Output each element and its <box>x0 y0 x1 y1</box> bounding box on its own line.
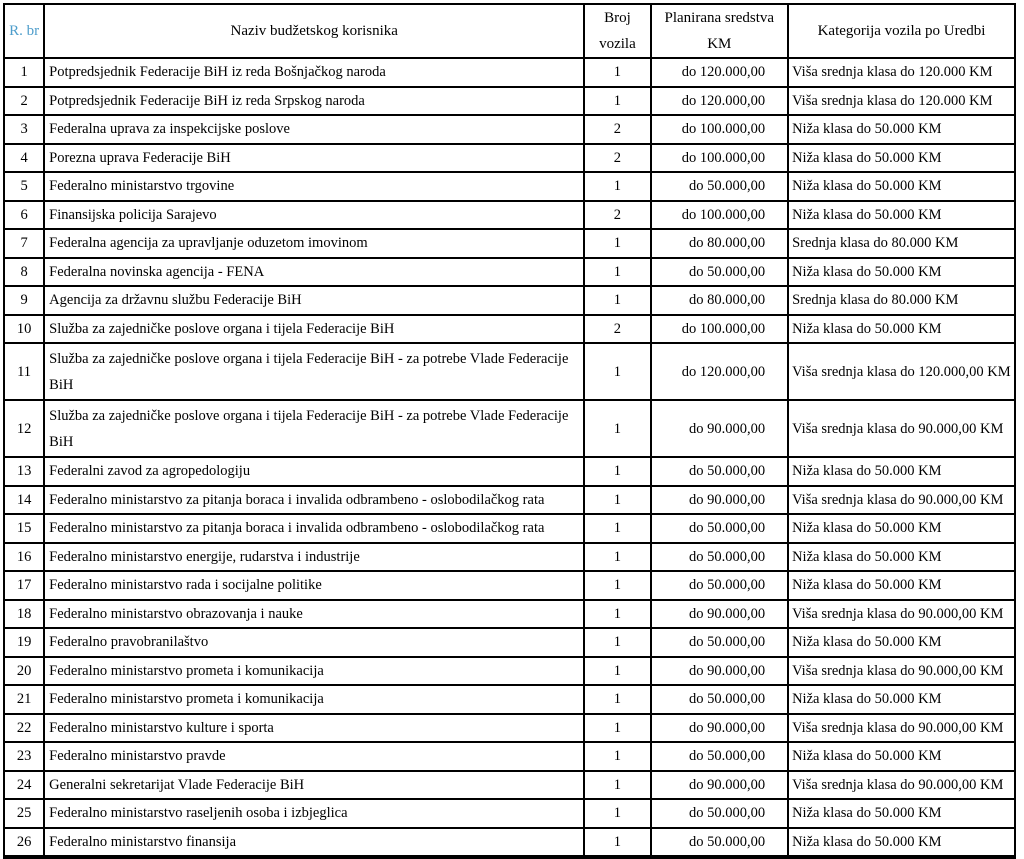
vehicle-count-cell: 1 <box>584 486 650 515</box>
planned-funds-cell: do 50.000,00 <box>651 543 789 572</box>
header-row-number: R. br <box>4 4 44 58</box>
planned-funds-cell: do 90.000,00 <box>651 486 789 515</box>
vehicle-count-cell: 1 <box>584 771 650 800</box>
row-number-cell: 8 <box>4 258 44 287</box>
table-row <box>4 258 1015 287</box>
row-number-cell: 2 <box>4 87 44 116</box>
table-row <box>4 286 1015 315</box>
header-vehicle-count: Broj vozila <box>584 4 650 58</box>
budget-user-name-cell: Federalno ministarstvo energije, rudarstva i industrije <box>44 543 584 572</box>
table-row <box>4 799 1015 828</box>
budget-user-name-cell: Federalno ministarstvo kulture i sporta <box>44 714 584 743</box>
row-number-cell: 12 <box>4 400 44 457</box>
budget-user-name-cell: Potpredsjednik Federacije BiH iz reda Srpskog naroda <box>44 87 584 116</box>
vehicle-count-cell: 1 <box>584 343 650 400</box>
row-number-cell: 16 <box>4 543 44 572</box>
header-planned-funds: Planirana sredstva KM <box>651 4 789 58</box>
vehicle-category-cell: Viša srednja klasa do 90.000,00 KM <box>788 600 1015 629</box>
planned-funds-cell: do 90.000,00 <box>651 714 789 743</box>
table-row <box>4 58 1015 87</box>
vehicle-category-cell: Niža klasa do 50.000 KM <box>788 628 1015 657</box>
vehicle-category-cell: Niža klasa do 50.000 KM <box>788 742 1015 771</box>
vehicle-category-cell: Niža klasa do 50.000 KM <box>788 115 1015 144</box>
table-body <box>4 58 1015 857</box>
planned-funds-cell: do 120.000,00 <box>651 87 789 116</box>
row-number-cell: 1 <box>4 58 44 87</box>
vehicle-category-cell: Niža klasa do 50.000 KM <box>788 172 1015 201</box>
table-row <box>4 457 1015 486</box>
row-number-cell: 24 <box>4 771 44 800</box>
vehicle-count-cell: 1 <box>584 657 650 686</box>
budget-user-name-cell: Služba za zajedničke poslove organa i tijela Federacije BiH - za potrebe Vlade Federacije BiH <box>44 400 584 457</box>
table-row <box>4 828 1015 857</box>
table-row <box>4 144 1015 173</box>
row-number-cell: 19 <box>4 628 44 657</box>
budget-user-name-cell: Potpredsjednik Federacije BiH iz reda Bošnjačkog naroda <box>44 58 584 87</box>
vehicle-category-cell: Viša srednja klasa do 90.000,00 KM <box>788 771 1015 800</box>
vehicle-category-cell: Niža klasa do 50.000 KM <box>788 828 1015 857</box>
vehicle-count-cell: 1 <box>584 714 650 743</box>
planned-funds-cell: do 90.000,00 <box>651 771 789 800</box>
row-number-cell: 4 <box>4 144 44 173</box>
table-row <box>4 315 1015 344</box>
planned-funds-cell: do 90.000,00 <box>651 600 789 629</box>
table-row <box>4 486 1015 515</box>
budget-user-name-cell: Federalno pravobranilaštvo <box>44 628 584 657</box>
budget-user-name-cell: Služba za zajedničke poslove organa i tijela Federacije BiH - za potrebe Vlade Federacije BiH <box>44 343 584 400</box>
row-number-cell: 5 <box>4 172 44 201</box>
vehicle-count-cell: 2 <box>584 115 650 144</box>
row-number-cell: 22 <box>4 714 44 743</box>
vehicle-count-cell: 1 <box>584 400 650 457</box>
table-row <box>4 201 1015 230</box>
table-row <box>4 571 1015 600</box>
planned-funds-cell: do 120.000,00 <box>651 343 789 400</box>
vehicle-category-cell: Viša srednja klasa do 90.000,00 KM <box>788 714 1015 743</box>
vehicle-count-cell: 1 <box>584 600 650 629</box>
budget-user-name-cell: Federalno ministarstvo rada i socijalne politike <box>44 571 584 600</box>
vehicle-count-cell: 1 <box>584 828 650 857</box>
vehicle-category-cell: Niža klasa do 50.000 KM <box>788 799 1015 828</box>
planned-funds-cell: do 50.000,00 <box>651 172 789 201</box>
row-number-cell: 25 <box>4 799 44 828</box>
vehicle-category-cell: Niža klasa do 50.000 KM <box>788 457 1015 486</box>
vehicle-category-cell: Niža klasa do 50.000 KM <box>788 685 1015 714</box>
budget-user-name-cell: Finansijska policija Sarajevo <box>44 201 584 230</box>
vehicle-count-cell: 1 <box>584 87 650 116</box>
planned-funds-cell: do 50.000,00 <box>651 828 789 857</box>
row-number-cell: 9 <box>4 286 44 315</box>
budget-user-name-cell: Agencija za državnu službu Federacije BiH <box>44 286 584 315</box>
budget-user-name-cell: Generalni sekretarijat Vlade Federacije BiH <box>44 771 584 800</box>
vehicle-count-cell: 2 <box>584 315 650 344</box>
row-number-cell: 3 <box>4 115 44 144</box>
budget-user-name-cell: Federalni zavod za agropedologiju <box>44 457 584 486</box>
budget-user-name-cell: Federalno ministarstvo za pitanja boraca i invalida odbrambeno - oslobodilačkog rata <box>44 486 584 515</box>
planned-funds-cell: do 120.000,00 <box>651 58 789 87</box>
budget-user-name-cell: Federalno ministarstvo prometa i komunikacija <box>44 657 584 686</box>
planned-funds-cell: do 50.000,00 <box>651 514 789 543</box>
vehicle-category-cell: Viša srednja klasa do 90.000,00 KM <box>788 657 1015 686</box>
planned-funds-cell: do 90.000,00 <box>651 657 789 686</box>
row-number-cell: 13 <box>4 457 44 486</box>
table-row <box>4 172 1015 201</box>
vehicle-category-cell: Viša srednja klasa do 90.000,00 KM <box>788 486 1015 515</box>
vehicle-count-cell: 1 <box>584 742 650 771</box>
planned-funds-cell: do 100.000,00 <box>651 201 789 230</box>
vehicle-category-cell: Niža klasa do 50.000 KM <box>788 258 1015 287</box>
vehicle-category-cell: Niža klasa do 50.000 KM <box>788 514 1015 543</box>
vehicle-count-cell: 2 <box>584 144 650 173</box>
table-row <box>4 742 1015 771</box>
table-header-row <box>4 4 1015 58</box>
vehicle-count-cell: 1 <box>584 229 650 258</box>
row-number-cell: 26 <box>4 828 44 857</box>
header-budget-user-name: Naziv budžetskog korisnika <box>44 4 584 58</box>
table-row <box>4 229 1015 258</box>
table-row <box>4 685 1015 714</box>
budget-user-name-cell: Federalno ministarstvo prometa i komunikacija <box>44 685 584 714</box>
table-row <box>4 87 1015 116</box>
budget-user-name-cell: Federalno ministarstvo finansija <box>44 828 584 857</box>
planned-funds-cell: do 100.000,00 <box>651 315 789 344</box>
vehicle-category-cell: Niža klasa do 50.000 KM <box>788 201 1015 230</box>
planned-funds-cell: do 80.000,00 <box>651 229 789 258</box>
vehicle-count-cell: 1 <box>584 514 650 543</box>
planned-funds-cell: do 100.000,00 <box>651 115 789 144</box>
vehicle-category-cell: Niža klasa do 50.000 KM <box>788 543 1015 572</box>
planned-funds-cell: do 90.000,00 <box>651 400 789 457</box>
row-number-cell: 11 <box>4 343 44 400</box>
vehicle-count-cell: 1 <box>584 457 650 486</box>
vehicle-category-cell: Niža klasa do 50.000 KM <box>788 315 1015 344</box>
vehicle-count-cell: 1 <box>584 799 650 828</box>
vehicle-count-cell: 1 <box>584 685 650 714</box>
planned-funds-cell: do 50.000,00 <box>651 799 789 828</box>
planned-funds-cell: do 50.000,00 <box>651 628 789 657</box>
vehicle-category-cell: Srednja klasa do 80.000 KM <box>788 229 1015 258</box>
budget-user-name-cell: Federalno ministarstvo za pitanja boraca i invalida odbrambeno - oslobodilačkog rata <box>44 514 584 543</box>
table-row <box>4 657 1015 686</box>
vehicle-category-cell: Niža klasa do 50.000 KM <box>788 571 1015 600</box>
table-row <box>4 600 1015 629</box>
budget-vehicles-table <box>3 3 1016 859</box>
vehicle-count-cell: 2 <box>584 201 650 230</box>
row-number-cell: 10 <box>4 315 44 344</box>
budget-user-name-cell: Federalna uprava za inspekcijske poslove <box>44 115 584 144</box>
budget-user-name-cell: Služba za zajedničke poslove organa i tijela Federacije BiH <box>44 315 584 344</box>
row-number-cell: 6 <box>4 201 44 230</box>
row-number-cell: 21 <box>4 685 44 714</box>
table-row <box>4 514 1015 543</box>
table-row <box>4 400 1015 457</box>
vehicle-count-cell: 1 <box>584 258 650 287</box>
table-row <box>4 343 1015 400</box>
budget-user-name-cell: Federalna agencija za upravljanje oduzetom imovinom <box>44 229 584 258</box>
vehicle-category-cell: Srednja klasa do 80.000 KM <box>788 286 1015 315</box>
planned-funds-cell: do 50.000,00 <box>651 685 789 714</box>
planned-funds-cell: do 50.000,00 <box>651 457 789 486</box>
row-number-cell: 23 <box>4 742 44 771</box>
vehicle-count-cell: 1 <box>584 286 650 315</box>
planned-funds-cell: do 50.000,00 <box>651 571 789 600</box>
budget-user-name-cell: Federalno ministarstvo obrazovanja i nauke <box>44 600 584 629</box>
table-row <box>4 714 1015 743</box>
planned-funds-cell: do 80.000,00 <box>651 286 789 315</box>
budget-user-name-cell: Federalno ministarstvo trgovine <box>44 172 584 201</box>
budget-user-name-cell: Federalno ministarstvo raseljenih osoba i izbjeglica <box>44 799 584 828</box>
vehicle-count-cell: 1 <box>584 172 650 201</box>
vehicle-count-cell: 1 <box>584 58 650 87</box>
vehicle-count-cell: 1 <box>584 571 650 600</box>
table-row <box>4 628 1015 657</box>
table-row <box>4 543 1015 572</box>
planned-funds-cell: do 50.000,00 <box>651 258 789 287</box>
row-number-cell: 15 <box>4 514 44 543</box>
header-vehicle-category: Kategorija vozila po Uredbi <box>788 4 1015 58</box>
row-number-cell: 14 <box>4 486 44 515</box>
planned-funds-cell: do 100.000,00 <box>651 144 789 173</box>
vehicle-category-cell: Viša srednja klasa do 120.000 KM <box>788 87 1015 116</box>
vehicle-count-cell: 1 <box>584 543 650 572</box>
row-number-cell: 17 <box>4 571 44 600</box>
vehicle-category-cell: Niža klasa do 50.000 KM <box>788 144 1015 173</box>
table-row <box>4 115 1015 144</box>
table-row <box>4 771 1015 800</box>
row-number-cell: 20 <box>4 657 44 686</box>
vehicle-category-cell: Viša srednja klasa do 120.000 KM <box>788 58 1015 87</box>
row-number-cell: 7 <box>4 229 44 258</box>
vehicle-count-cell: 1 <box>584 628 650 657</box>
row-number-cell: 18 <box>4 600 44 629</box>
vehicle-category-cell: Viša srednja klasa do 90.000,00 KM <box>788 400 1015 457</box>
planned-funds-cell: do 50.000,00 <box>651 742 789 771</box>
vehicle-category-cell: Viša srednja klasa do 120.000,00 KM <box>788 343 1015 400</box>
budget-user-name-cell: Federalna novinska agencija - FENA <box>44 258 584 287</box>
budget-user-name-cell: Porezna uprava Federacije BiH <box>44 144 584 173</box>
budget-user-name-cell: Federalno ministarstvo pravde <box>44 742 584 771</box>
